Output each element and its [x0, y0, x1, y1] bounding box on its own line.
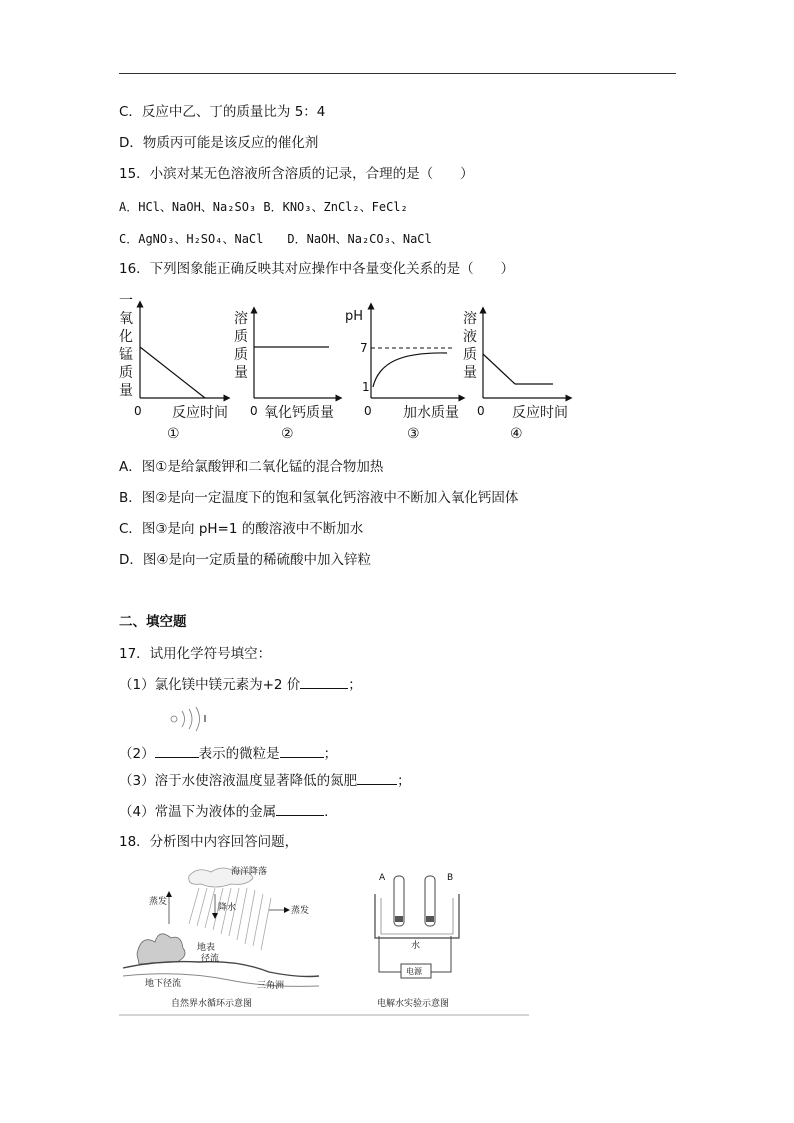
- electrolysis-label-b: B: [447, 873, 454, 883]
- q15-options-cd: C．AgNO₃、H₂SO₄、NaCl D．NaOH、Na₂CO₃、NaCl: [119, 232, 432, 246]
- q16-option-d: D．图④是向一定质量的稀硫酸中加入锌粒: [119, 552, 371, 568]
- graph-3-ylabel: pH: [345, 309, 364, 324]
- q16-option-a: A．图①是给氯酸钾和二氧化锰的混合物加热: [119, 459, 384, 475]
- water-cycle-label-4: 地表: [197, 943, 216, 953]
- q17-stem: 17．试用化学符号填空：: [119, 646, 272, 662]
- graph-4-ylabel-1: 液: [463, 329, 477, 345]
- graph-1-xlabel: 反应时间: [172, 405, 228, 421]
- q17-part-3: [119, 772, 411, 790]
- q17-part-2: [119, 745, 337, 763]
- q17-part-1: [119, 676, 362, 694]
- electrolysis-label-a: A: [379, 873, 386, 883]
- graph-1-ylabel-2: 化: [119, 329, 133, 345]
- atom-structure-svg: [162, 704, 212, 734]
- graph-2-ylabel-1: 质: [234, 329, 248, 345]
- q17-part-4-blank[interactable]: [276, 803, 324, 816]
- graph-3: [345, 306, 462, 442]
- q17-part-2-end: ；: [323, 746, 338, 762]
- graph-3-tick-1: 1: [362, 380, 370, 394]
- graph-2-ylabel-3: 量: [234, 365, 248, 381]
- graph-1-ylabel-3: 锰: [119, 347, 133, 363]
- q17-part-4-text: （4）常温下为液体的金属: [119, 804, 277, 820]
- q15-options-ab: A．HCl、NaOH、Na₂SO₃ B．KNO₃、ZnCl₂、FeCl₂: [119, 200, 408, 214]
- graph-1-ylabel-0: 一: [119, 293, 133, 309]
- graph-4-ylabel-2: 质: [463, 347, 477, 363]
- q17-part-4: [119, 803, 328, 821]
- electrolysis-figure: [375, 873, 459, 1009]
- graph-3-origin: 0: [364, 404, 372, 418]
- q17-part-4-end: .: [324, 804, 329, 820]
- graph-4-ylabel-3: 量: [463, 365, 477, 381]
- q17-part-2-mid: 表示的微粒是: [198, 746, 280, 762]
- atom-structure-diagram: [162, 704, 212, 734]
- water-cycle-caption: 自然界水循环示意图: [171, 999, 253, 1009]
- graph-2-xlabel: 氧化钙质量: [264, 405, 334, 421]
- electrolysis-label-water: 水: [411, 941, 421, 951]
- section-2-title: 二、填空题: [119, 614, 187, 630]
- q14-option-d: D．物质丙可能是该反应的催化剂: [119, 135, 319, 151]
- water-cycle-label-5: 径流: [201, 954, 220, 964]
- q16-graphs: [117, 292, 577, 444]
- graph-1-number: ①: [167, 426, 180, 442]
- q14-option-c: C．反应中乙、丁的质量比为 5：4: [119, 104, 326, 120]
- graph-2-number: ②: [281, 426, 294, 442]
- graph-2: [234, 310, 339, 442]
- q17-part-3-blank[interactable]: [357, 772, 397, 785]
- graph-4-xlabel: 反应时间: [512, 405, 568, 421]
- graph-2-origin: 0: [250, 404, 258, 418]
- graph-1-origin: 0: [134, 404, 142, 418]
- electrolysis-caption: 电解水实验示意图: [377, 999, 450, 1009]
- q18-figures-svg: [119, 864, 529, 1016]
- electrolysis-label-power: 电源: [406, 967, 422, 976]
- water-cycle-label-6: 地下径流: [145, 979, 182, 989]
- q17-part-3-end: ；: [397, 773, 411, 789]
- graph-3-number: ③: [407, 426, 420, 442]
- water-cycle-label-1: 蒸发: [149, 897, 168, 907]
- graph-1-ylabel-5: 量: [119, 383, 133, 399]
- graph-3-tick-7: 7: [360, 341, 368, 355]
- graph-1-ylabel-4: 质: [119, 365, 133, 381]
- q17-part-1-blank[interactable]: [300, 676, 348, 689]
- graph-3-xlabel: 加水质量: [403, 405, 459, 421]
- water-cycle-label-7: 三角洲: [257, 981, 285, 991]
- graph-2-ylabel-2: 质: [234, 347, 248, 363]
- q17-part-3-text: （3）溶于水使溶液温度显著降低的氮肥: [119, 773, 358, 789]
- graph-4-ylabel-0: 溶: [463, 311, 477, 327]
- q16-graphs-svg: [117, 292, 577, 444]
- q17-part-1-text: （1）氯化镁中镁元素为+2 价: [119, 677, 301, 693]
- header-rule: [119, 73, 676, 74]
- q15-stem: 15．小滨对某无色溶液所含溶质的记录，合理的是（ ）: [119, 166, 474, 182]
- water-cycle-figure: [123, 865, 319, 1009]
- water-cycle-label-0: 海洋降落: [231, 867, 268, 877]
- q18-figures: [119, 864, 529, 1016]
- q16-stem: 16．下列图象能正确反映其对应操作中各量变化关系的是（ ）: [119, 261, 515, 277]
- q17-part-2-text: （2）: [119, 746, 155, 762]
- q16-option-b: B．图②是向一定温度下的饱和氢氧化钙溶液中不断加入氧化钙固体: [119, 490, 519, 506]
- water-cycle-label-2: 降水: [218, 903, 237, 913]
- q17-part-2-blank[interactable]: [280, 745, 324, 758]
- graph-4-origin: 0: [477, 404, 485, 418]
- q18-stem: 18．分析图中内容回答问题，: [119, 834, 299, 850]
- graph-1: [119, 293, 228, 442]
- graph-2-ylabel-0: 溶: [234, 311, 248, 327]
- q17-part-2-image-line: [155, 745, 199, 758]
- graph-1-ylabel-1: 氧: [119, 311, 133, 327]
- q16-option-c: C．图③是向 pH=1 的酸溶液中不断加水: [119, 521, 364, 537]
- q17-part-1-end: ；: [348, 677, 362, 693]
- graph-4-number: ④: [510, 426, 523, 442]
- graph-4: [463, 310, 569, 442]
- water-cycle-label-3: 蒸发: [291, 906, 310, 916]
